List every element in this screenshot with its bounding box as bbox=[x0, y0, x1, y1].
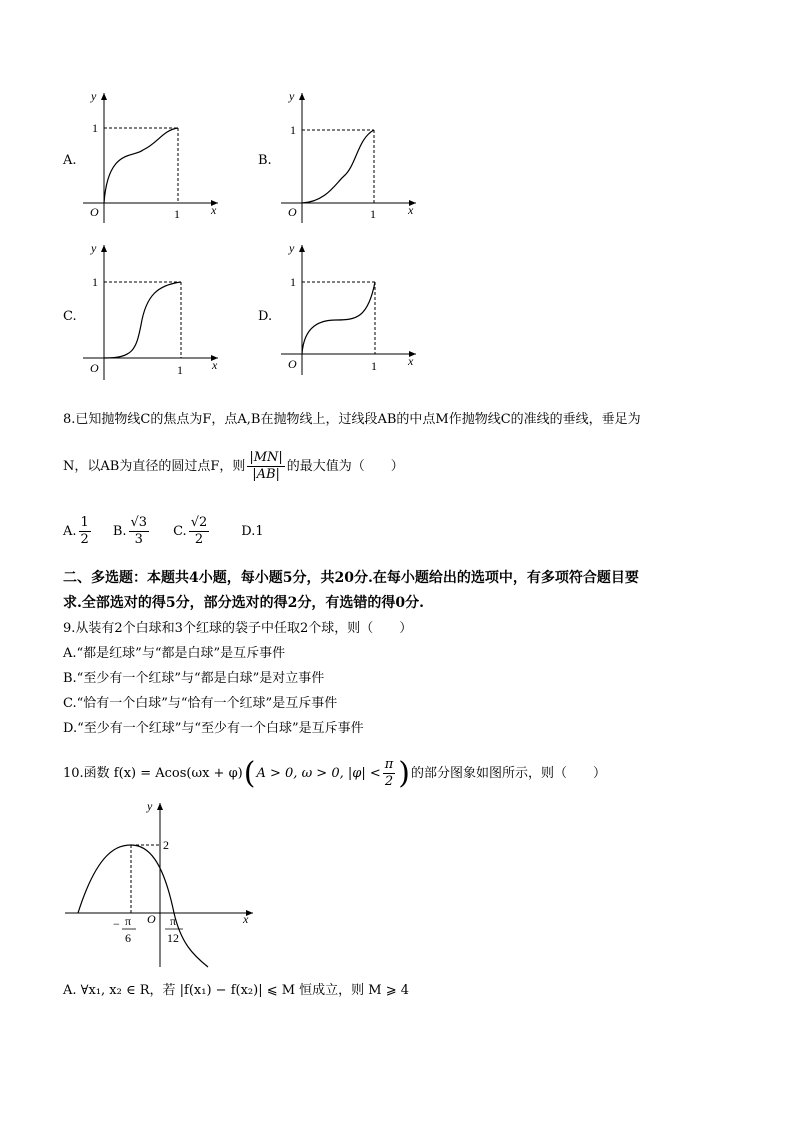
section2-heading-line2: 求.全部选对的得5分，部分选对的得2分，有选错的得0分. bbox=[63, 595, 424, 611]
graph-a bbox=[78, 88, 228, 228]
graph-b-origin: O bbox=[288, 205, 297, 219]
graph-b-x-one: 1 bbox=[370, 207, 376, 221]
q10-graph-pos-num: π bbox=[170, 914, 177, 928]
graph-d-one-label: 1 bbox=[290, 275, 296, 289]
q9-option-a: A.“都是红球”与“都是白球”是互斥事件 bbox=[63, 646, 286, 661]
q9-option-d: D.“至少有一个红球”与“至少有一个白球”是互斥事件 bbox=[63, 721, 364, 736]
q10-stem-b: 的部分图象如图所示，则（ ） bbox=[411, 765, 607, 781]
q8-line2 bbox=[63, 450, 404, 483]
q8-option-a-frac bbox=[79, 515, 91, 548]
q10-graph-neg-num: π bbox=[125, 914, 132, 928]
q9-stem: 9.从装有2个白球和3个红球的袋子中任取2个球，则（ ） bbox=[63, 621, 413, 636]
graph-a-x-one: 1 bbox=[174, 207, 180, 221]
graph-d-origin: O bbox=[288, 357, 297, 371]
q10-paren-open: ( bbox=[243, 755, 256, 791]
q10-stem bbox=[63, 757, 606, 790]
q10-pi-half bbox=[383, 757, 396, 790]
graph-option-d-label: D. bbox=[258, 309, 273, 324]
q10-condition: A > 0, ω > 0, |φ| < bbox=[256, 765, 381, 781]
q10-graph-neg-sign: − bbox=[113, 917, 120, 931]
q8-ratio-fraction bbox=[247, 450, 284, 483]
graph-c bbox=[78, 240, 228, 385]
graph-b bbox=[276, 88, 426, 228]
q10-graph-max-label: 2 bbox=[163, 838, 169, 852]
graph-c-y-label: y bbox=[91, 241, 97, 255]
graph-b-y-label: y bbox=[289, 89, 295, 103]
graph-a-one-label: 1 bbox=[92, 121, 98, 135]
graph-d bbox=[276, 240, 426, 385]
q8-option-a-den: 2 bbox=[80, 532, 89, 547]
q9-option-c: C.“恰有一个白球”与“恰有一个红球”是互斥事件 bbox=[63, 696, 338, 711]
q8-ratio-num: |MN| bbox=[249, 450, 283, 465]
q8-option-a-num: 1 bbox=[80, 515, 89, 530]
graph-option-a-label: A. bbox=[63, 153, 77, 168]
q10-two: 2 bbox=[384, 774, 394, 789]
q8-line2-a: N，以AB为直径的圆过点F，则 bbox=[63, 458, 246, 474]
q10-paren-close: ) bbox=[398, 755, 411, 791]
graph-c-one-label: 1 bbox=[92, 275, 98, 289]
graph-option-c-label: C. bbox=[63, 309, 77, 324]
q9-option-b: B.“至少有一个红球”与“都是白球”是对立事件 bbox=[63, 671, 325, 686]
q8-option-d: D.1 bbox=[241, 523, 264, 539]
graph-d-x-label: x bbox=[408, 354, 414, 368]
q10-graph-x-label: x bbox=[243, 912, 249, 926]
graph-d-x-one: 1 bbox=[371, 359, 377, 373]
graph-c-x-label: x bbox=[212, 358, 218, 372]
q8-option-c: C. bbox=[173, 523, 187, 539]
graph-b-one-label: 1 bbox=[290, 123, 296, 137]
graph-d-y-label: y bbox=[289, 241, 295, 255]
section2-heading-line1: 二、多选题：本题共4小题，每小题5分，共20分.在每小题给出的选项中，有多项符合题目要 bbox=[63, 570, 639, 586]
graph-a-y-label: y bbox=[91, 89, 97, 103]
q8-option-a: A. bbox=[63, 523, 77, 539]
q8-option-c-den: 2 bbox=[194, 532, 204, 547]
graph-a-origin: O bbox=[90, 205, 99, 219]
q8-option-b-num: √3 bbox=[130, 515, 148, 530]
graph-b-x-label: x bbox=[408, 203, 414, 217]
q10-graph-pos-den: 12 bbox=[167, 931, 179, 945]
graph-a-x-label: x bbox=[211, 203, 217, 217]
q10-stem-a: 10.函数 f(x) = Acos(ωx + φ) bbox=[63, 765, 243, 781]
q10-graph bbox=[63, 795, 263, 970]
q10-option-a: A. ∀x₁, x₂ ∈ R，若 |f(x₁) − f(x₂)| ⩽ M 恒成立，则 M ⩾ 4 bbox=[63, 983, 410, 998]
graph-c-origin: O bbox=[90, 361, 99, 375]
q8-option-c-num: √2 bbox=[190, 515, 208, 530]
q8-options bbox=[63, 515, 264, 548]
q8-option-b-den: 3 bbox=[134, 532, 143, 547]
q10-pi: π bbox=[384, 757, 394, 772]
q8-option-c-frac bbox=[189, 515, 210, 548]
q10-graph-neg-den: 6 bbox=[125, 931, 131, 945]
q8-option-b-frac bbox=[129, 515, 150, 548]
q8-ratio-den: |AB| bbox=[252, 467, 280, 482]
q8-option-b: B. bbox=[112, 523, 127, 539]
q10-graph-origin: O bbox=[147, 912, 156, 926]
graph-c-x-one: 1 bbox=[177, 363, 183, 377]
q8-line1: 8.已知抛物线C的焦点为F，点A,B在抛物线上，过线段AB的中点M作抛物线C的准线的垂线，垂足为 bbox=[63, 412, 641, 427]
q10-graph-y-label: y bbox=[147, 799, 153, 813]
graph-option-b-label: B. bbox=[258, 153, 272, 168]
q8-line2-b: 的最大值为（ ） bbox=[286, 458, 404, 474]
